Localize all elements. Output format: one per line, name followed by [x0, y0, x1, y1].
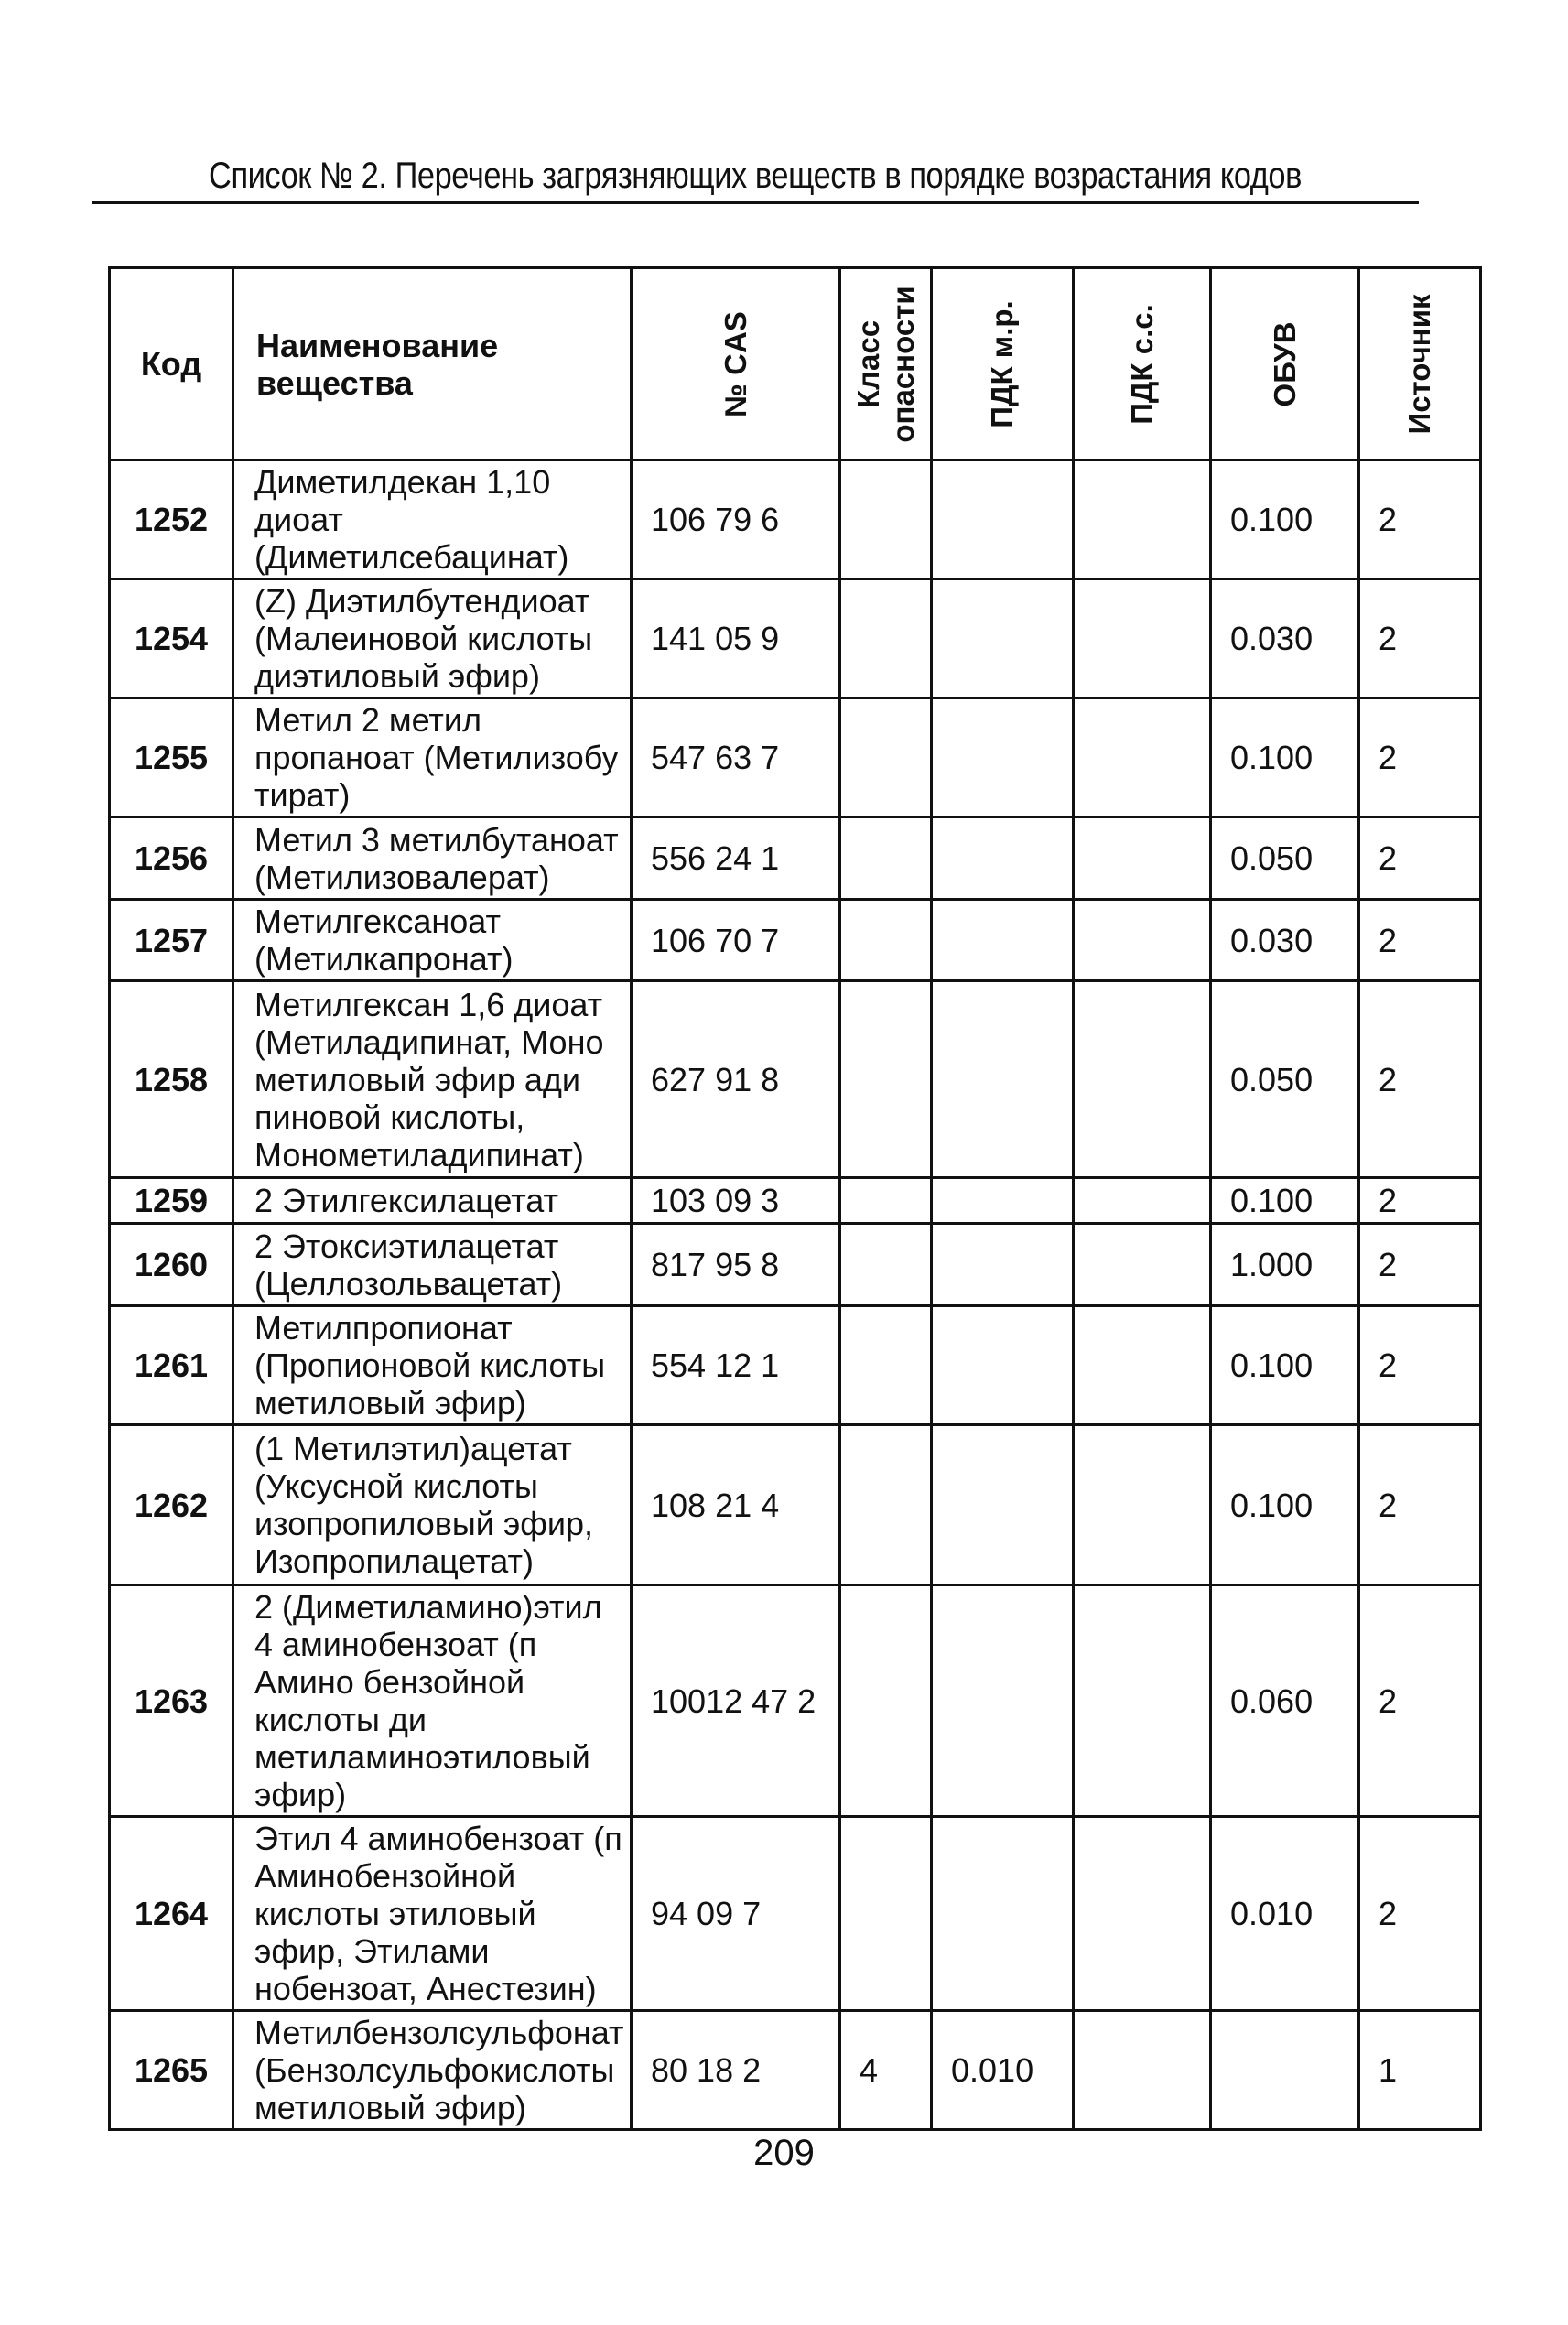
- cell-code: 1263: [110, 1585, 233, 1817]
- cell-cas: 94 09 7: [632, 1817, 840, 2011]
- cell-code: 1259: [110, 1178, 233, 1224]
- column-header-code: Код: [110, 268, 233, 460]
- table-row: [110, 1306, 1481, 1425]
- cell-name: Метилпропионат (Пропионовой кислоты метиловый эфир): [233, 1306, 632, 1425]
- column-header-pdk-ss-label: ПДК с.с.: [1124, 303, 1159, 425]
- column-header-source-label: Источник: [1402, 293, 1436, 435]
- cell-pdk-mr: [932, 1306, 1074, 1425]
- cell-pdk-ss: [1074, 698, 1211, 817]
- cell-obuv: 0.060: [1211, 1585, 1359, 1817]
- column-header-hazard-class-label: Класс опасности: [850, 285, 920, 443]
- cell-pdk-ss: [1074, 1224, 1211, 1306]
- column-header-obuv-label: ОБУВ: [1267, 321, 1302, 406]
- table-row: [110, 698, 1481, 817]
- cell-pdk-mr: [932, 579, 1074, 698]
- cell-cas: 547 63 7: [632, 698, 840, 817]
- cell-name: 2 (Диметиламино)этил 4 аминобензоат (п Амино бензойной кислоты ди метиламиноэтиловый эфир): [233, 1585, 632, 1817]
- cell-pdk-ss: [1074, 900, 1211, 981]
- cell-pdk-mr: [932, 1224, 1074, 1306]
- header-divider: [92, 201, 1419, 204]
- cell-name: Метил 3 метилбутаноат (Метилизовалерат): [233, 817, 632, 900]
- cell-obuv: 0.010: [1211, 1817, 1359, 2011]
- cell-obuv: 0.100: [1211, 1178, 1359, 1224]
- cell-source: 2: [1359, 460, 1481, 579]
- cell-pdk-ss: [1074, 2011, 1211, 2130]
- substances-table: [108, 266, 1482, 2131]
- table-row: [110, 1425, 1481, 1585]
- table-row: [110, 900, 1481, 981]
- cell-code: 1254: [110, 579, 233, 698]
- cell-pdk-ss: [1074, 460, 1211, 579]
- cell-pdk-ss: [1074, 579, 1211, 698]
- cell-obuv: 0.100: [1211, 698, 1359, 817]
- table-row: [110, 1224, 1481, 1306]
- cell-name: (Z) Диэтилбутендиоат (Малеиновой кислоты диэтиловый эфир): [233, 579, 632, 698]
- cell-source: 2: [1359, 1224, 1481, 1306]
- cell-pdk-mr: 0.010: [932, 2011, 1074, 2130]
- page-number: 209: [753, 2133, 815, 2173]
- column-header-pdk-mr-label: ПДК м.р.: [985, 299, 1019, 428]
- cell-code: 1260: [110, 1224, 233, 1306]
- cell-name: Диметилдекан 1,10 диоат (Диметилсебацинат): [233, 460, 632, 579]
- cell-pdk-ss: [1074, 1585, 1211, 1817]
- cell-cas: 103 09 3: [632, 1178, 840, 1224]
- cell-obuv: [1211, 2011, 1359, 2130]
- table-row: [110, 2011, 1481, 2130]
- table-row: [110, 1585, 1481, 1817]
- cell-hazard-class: [840, 981, 932, 1178]
- cell-source: 2: [1359, 817, 1481, 900]
- cell-pdk-ss: [1074, 1178, 1211, 1224]
- column-header-cas-label: № CAS: [718, 310, 752, 417]
- table-row: [110, 579, 1481, 698]
- cell-name: 2 Этилгексилацетат: [233, 1178, 632, 1224]
- cell-obuv: 0.100: [1211, 1425, 1359, 1585]
- cell-hazard-class: [840, 698, 932, 817]
- cell-code: 1262: [110, 1425, 233, 1585]
- cell-pdk-mr: [932, 1425, 1074, 1585]
- cell-code: 1257: [110, 900, 233, 981]
- cell-code: 1265: [110, 2011, 233, 2130]
- cell-source: 2: [1359, 1425, 1481, 1585]
- cell-hazard-class: [840, 817, 932, 900]
- cell-hazard-class: [840, 1178, 932, 1224]
- cell-cas: 554 12 1: [632, 1306, 840, 1425]
- cell-obuv: 0.050: [1211, 981, 1359, 1178]
- cell-cas: 627 91 8: [632, 981, 840, 1178]
- cell-cas: 817 95 8: [632, 1224, 840, 1306]
- cell-cas: 106 70 7: [632, 900, 840, 981]
- cell-pdk-ss: [1074, 981, 1211, 1178]
- cell-cas: 106 79 6: [632, 460, 840, 579]
- cell-code: 1264: [110, 1817, 233, 2011]
- cell-source: 1: [1359, 2011, 1481, 2130]
- table-row: [110, 460, 1481, 579]
- cell-obuv: 0.100: [1211, 1306, 1359, 1425]
- cell-hazard-class: [840, 900, 932, 981]
- cell-hazard-class: 4: [840, 2011, 932, 2130]
- cell-pdk-mr: [932, 1585, 1074, 1817]
- cell-code: 1261: [110, 1306, 233, 1425]
- cell-cas: 80 18 2: [632, 2011, 840, 2130]
- cell-code: 1258: [110, 981, 233, 1178]
- cell-pdk-mr: [932, 900, 1074, 981]
- cell-source: 2: [1359, 1178, 1481, 1224]
- column-header-cas: [632, 268, 840, 460]
- cell-code: 1255: [110, 698, 233, 817]
- cell-hazard-class: [840, 1425, 932, 1585]
- page-title: Список № 2. Перечень загрязняющих веществ в порядке возрастания кодов: [209, 156, 1302, 196]
- cell-obuv: 0.100: [1211, 460, 1359, 579]
- column-header-name: Наименование вещества: [233, 268, 632, 460]
- cell-pdk-mr: [932, 981, 1074, 1178]
- cell-source: 2: [1359, 579, 1481, 698]
- table-row: [110, 1178, 1481, 1224]
- cell-name: (1 Метилэтил)ацетат (Уксусной кислоты изопропиловый эфир, Изопропилацетат): [233, 1425, 632, 1585]
- cell-cas: 141 05 9: [632, 579, 840, 698]
- cell-source: 2: [1359, 900, 1481, 981]
- cell-cas: 556 24 1: [632, 817, 840, 900]
- cell-hazard-class: [840, 1585, 932, 1817]
- cell-code: 1252: [110, 460, 233, 579]
- cell-obuv: 0.030: [1211, 579, 1359, 698]
- cell-name: 2 Этоксиэтилацетат (Целлозольвацетат): [233, 1224, 632, 1306]
- cell-pdk-ss: [1074, 1817, 1211, 2011]
- cell-cas: 108 21 4: [632, 1425, 840, 1585]
- cell-obuv: 1.000: [1211, 1224, 1359, 1306]
- cell-name: Этил 4 аминобензоат (п Аминобензойной кислоты этиловый эфир, Этилами нобензоат, Анестезин): [233, 1817, 632, 2011]
- cell-cas: 10012 47 2: [632, 1585, 840, 1817]
- cell-pdk-mr: [932, 698, 1074, 817]
- cell-name: Метилгексаноат (Метилкапронат): [233, 900, 632, 981]
- table-row: [110, 981, 1481, 1178]
- cell-source: 2: [1359, 981, 1481, 1178]
- column-header-obuv: [1211, 268, 1359, 460]
- cell-source: 2: [1359, 1817, 1481, 2011]
- column-header-hazard-class: [840, 268, 932, 460]
- cell-pdk-mr: [932, 1178, 1074, 1224]
- cell-pdk-ss: [1074, 1425, 1211, 1585]
- cell-hazard-class: [840, 460, 932, 579]
- cell-pdk-ss: [1074, 817, 1211, 900]
- cell-pdk-mr: [932, 460, 1074, 579]
- cell-source: 2: [1359, 698, 1481, 817]
- cell-pdk-mr: [932, 817, 1074, 900]
- cell-obuv: 0.030: [1211, 900, 1359, 981]
- cell-source: 2: [1359, 1306, 1481, 1425]
- cell-name: Метил 2 метил пропаноат (Метилизобу тират): [233, 698, 632, 817]
- cell-hazard-class: [840, 1817, 932, 2011]
- column-header-pdk-ss: [1074, 268, 1211, 460]
- cell-name: Метилбензолсульфонат (Бензолсульфокислоты метиловый эфир): [233, 2011, 632, 2130]
- cell-name: Метилгексан 1,6 диоат (Метиладипинат, Моно метиловый эфир ади пиновой кислоты, Монометиладипинат): [233, 981, 632, 1178]
- cell-pdk-mr: [932, 1817, 1074, 2011]
- cell-hazard-class: [840, 1224, 932, 1306]
- table-row: [110, 817, 1481, 900]
- column-header-pdk-mr: [932, 268, 1074, 460]
- cell-obuv: 0.050: [1211, 817, 1359, 900]
- cell-code: 1256: [110, 817, 233, 900]
- cell-source: 2: [1359, 1585, 1481, 1817]
- table-row: [110, 1817, 1481, 2011]
- cell-hazard-class: [840, 579, 932, 698]
- cell-hazard-class: [840, 1306, 932, 1425]
- table-header-row: [110, 268, 1481, 460]
- cell-pdk-ss: [1074, 1306, 1211, 1425]
- column-header-source: [1359, 268, 1481, 460]
